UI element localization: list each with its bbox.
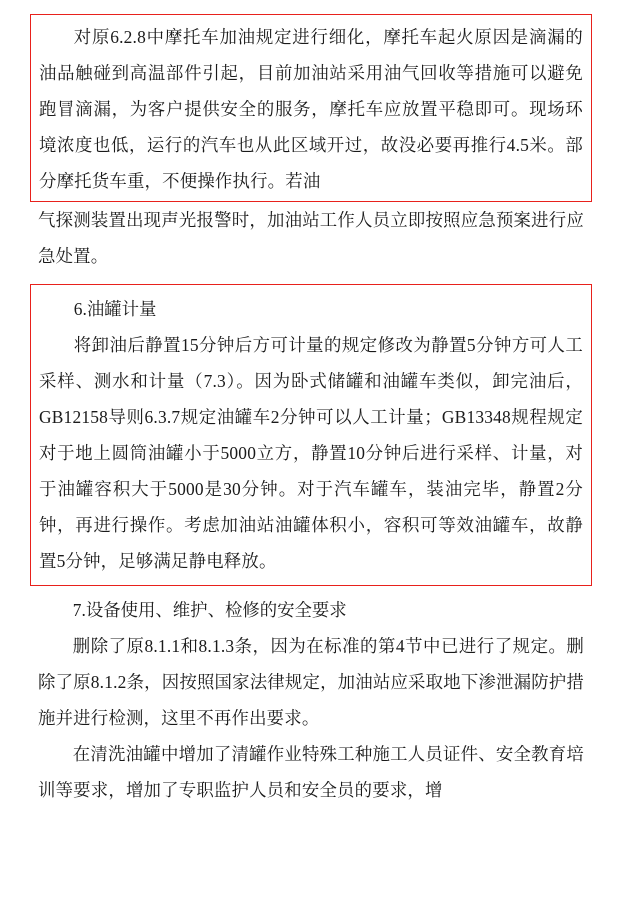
paragraph-2: 气探测装置出现声光报警时，加油站工作人员立即按照应急预案进行应急处置。	[38, 210, 584, 266]
section-heading-7: 7.设备使用、维护、检修的安全要求	[72, 600, 347, 620]
annotation-box-2	[30, 284, 592, 586]
paragraph-3: 将卸油后静置15分钟后方可计量的规定修改为静置5分钟方可人工采样、测水和计量（7.3）。因为卧式储罐和油罐车类似，卸完油后，GB12158导则6.3.7规定油罐车2分钟可以人工计量；GB13348规程规定对于地上圆筒油罐小于5000立方，静置10分钟后进行采样、计量，对于油罐容积大于5000是30分钟。对于汽车罐车，装油完毕，静置2分钟，再进行操作。考虑加油站油罐体积小，容积可等效油罐车，故静置5分钟，足够满足静电释放。	[39, 335, 583, 571]
paragraph-5: 在清洗油罐中增加了清罐作业特殊工种施工人员证件、安全教育培训等要求，增加了专职监护人员和安全员的要求，增	[38, 744, 584, 800]
annotation-box-1	[30, 14, 592, 202]
continuation-paragraph-container	[30, 202, 592, 274]
tail-section	[30, 592, 592, 808]
paragraph-1: 对原6.2.8中摩托车加油规定进行细化，摩托车起火原因是滴漏的油品触碰到高温部件引起，目前加油站采用油气回收等措施可以避免跑冒滴漏，为客户提供安全的服务，摩托车应放置平稳即可。现场环境浓度也低，运行的汽车也从此区域开过，故没必要再推行4.5米。部分摩托货车重，不便操作执行。若油	[39, 27, 583, 191]
paragraph-4: 删除了原8.1.1和8.1.3条，因为在标准的第4节中已进行了规定。删除了原8.1.2条，因按照国家法律规定，加油站应采取地下渗泄漏防护措施并进行检测，这里不再作出要求。	[38, 636, 584, 728]
section-heading-6: 6.油罐计量	[73, 299, 157, 319]
